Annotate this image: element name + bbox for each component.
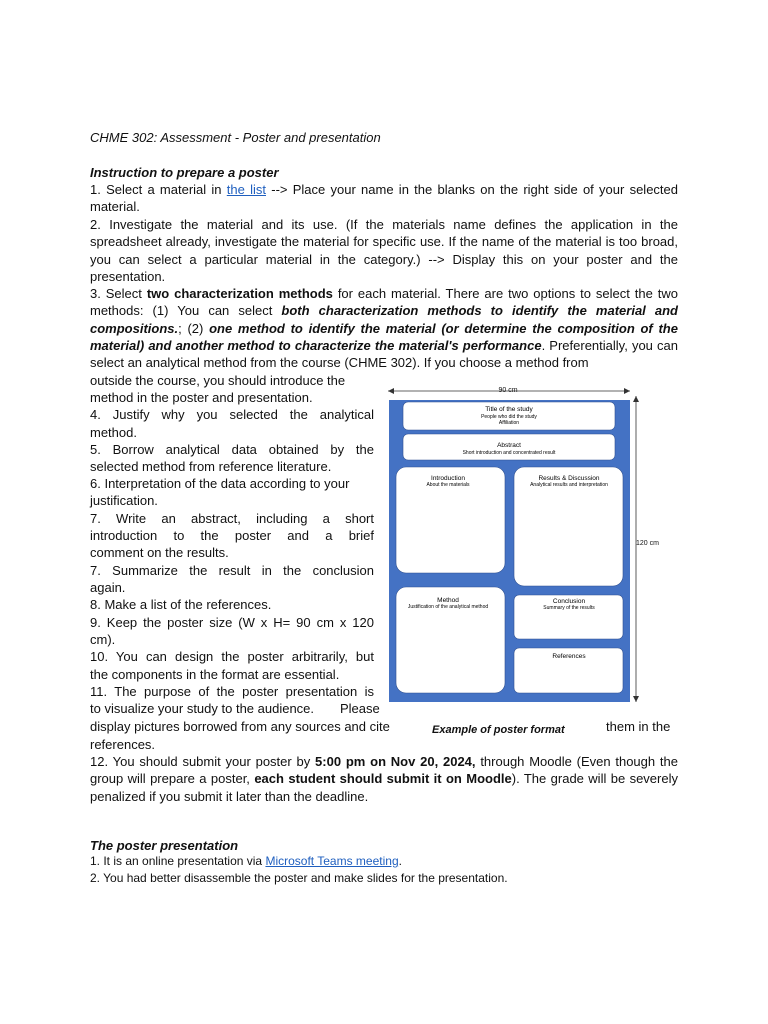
wrapped-line: 6. Interpretation of the data according to your <box>90 476 350 491</box>
method-line: Justification of the analytical method <box>407 604 489 610</box>
presentation-item-1 <box>90 853 678 870</box>
abstract-title: Abstract <box>497 442 521 449</box>
document-title: CHME 302: Assessment - Poster and presentation <box>90 130 381 145</box>
wrapped-line: 5. Borrow analytical data obtained by the <box>90 442 374 457</box>
presentation-item-1-end: . <box>398 854 402 868</box>
step-1 <box>90 181 678 216</box>
wrapped-line: outside the course, you should introduce the <box>90 373 346 388</box>
results-title: Results & Discussion <box>538 475 600 482</box>
wrapped-line: introduction to the poster and a brief <box>90 528 374 543</box>
wrapped-line: justification. <box>90 493 158 508</box>
results-line: Analytical results and interpretation <box>530 482 608 488</box>
wrapped-line: cm). <box>90 632 116 647</box>
presentation-heading: The poster presentation <box>90 838 239 853</box>
method-title: Method <box>437 597 459 604</box>
submit-note: each student should submit it on Moodle <box>254 771 512 787</box>
title-box-title: Title of the study <box>485 406 533 413</box>
wrapped-line: 4. Justify why you selected the analytical <box>90 407 374 422</box>
wrapped-line: method. <box>90 425 137 440</box>
cite-line: display pictures borrowed from any sources and cite <box>90 719 390 734</box>
step-3-option-1: both characterization methods to identify the material and compositions. <box>90 303 678 336</box>
introduction-title: Introduction <box>431 475 465 482</box>
step-3-text: 3. Select <box>90 286 147 301</box>
title-box-line: People who did the study <box>481 414 537 420</box>
step-12 <box>90 753 678 805</box>
wrapped-line: 11. The purpose of the poster presentation is <box>90 684 374 699</box>
step-3-text-4: . Preferentially, you can select an analytical method from the course (CHME 302). If you choose a method from <box>90 337 679 371</box>
step-1-text-end: --> Place your name in the blanks on the right side of your selected material. <box>90 182 678 215</box>
wrapped-line: 7. Summarize the result in the conclusion <box>90 563 374 578</box>
presentation-item-2: 2. You had better disassemble the poster and make slides for the presentation. <box>90 871 508 885</box>
step-3-bold: two characterization methods <box>146 286 333 301</box>
wrapped-line: 9. Keep the poster size (W x H= 90 cm x 120 <box>90 615 374 630</box>
after-figure-text: them in the <box>606 719 671 734</box>
wrapped-line: the components in the format are essential. <box>90 667 340 682</box>
step-3 <box>90 285 678 371</box>
wrapped-line: to visualize your study to the audience. <box>90 701 315 716</box>
height-label: 120 cm <box>636 540 659 547</box>
figure-caption: Example of poster format <box>432 724 565 736</box>
wrapped-line: selected method from reference literature. <box>90 459 332 474</box>
wrapped-line: 8. Make a list of the references. <box>90 597 272 612</box>
step-12-text: 12. You should submit your poster by <box>90 754 316 769</box>
step-3-text-2: for each material. There are two options to select the two methods: (1) You can select <box>90 286 678 319</box>
wrapped-line: Please <box>340 701 380 716</box>
step-3-text-3: ; (2) <box>178 320 210 336</box>
references-title: References <box>552 653 586 660</box>
poster-format-figure <box>380 384 666 714</box>
step-3-option-2: one method to identify the material (or determine the composition of the material) and another method to characterize the material's performance <box>90 320 678 353</box>
deadline: 5:00 pm on Nov 20, 2024, <box>315 754 476 769</box>
wrapped-line: comment on the results. <box>90 545 229 560</box>
title-box-line: Affiliation <box>498 420 520 426</box>
conclusion-line: Summary of the results <box>543 605 595 611</box>
conclusion-title: Conclusion <box>552 598 586 605</box>
presentation-item-1-text: 1. It is an online presentation via <box>90 854 266 868</box>
step-12-text-2: through Moodle (Even though the group will prepare a poster, <box>90 754 678 787</box>
step-2: 2. Investigate the material and its use. (If the materials name defines the application in the spreadsheet already, investigate the material for specific use. If the name of the material is too broad, you can select a particular material in the category.) --> Display this on your poster and the presentation. <box>90 217 678 284</box>
wrapped-line: again. <box>90 580 126 595</box>
step-1-text: 1. Select a material in <box>90 182 227 197</box>
references-line: references. <box>90 737 156 752</box>
step-12-text-3: ). The grade will be severely penalized if you submit it later than the deadline. <box>90 771 678 804</box>
introduction-line: About the materials <box>426 482 470 488</box>
instructions-heading: Instruction to prepare a poster <box>90 165 279 180</box>
wrapped-line: 7. Write an abstract, including a short <box>90 511 374 526</box>
wrapped-line: method in the poster and presentation. <box>90 390 313 405</box>
material-list-link[interactable]: the list <box>226 182 266 197</box>
width-label: 90 cm <box>498 387 518 394</box>
abstract-line: Short introduction and concentrated result <box>462 450 556 456</box>
wrapped-line: 10. You can design the poster arbitrarily, but <box>90 649 374 664</box>
teams-meeting-link[interactable]: Microsoft Teams meeting <box>265 854 399 868</box>
